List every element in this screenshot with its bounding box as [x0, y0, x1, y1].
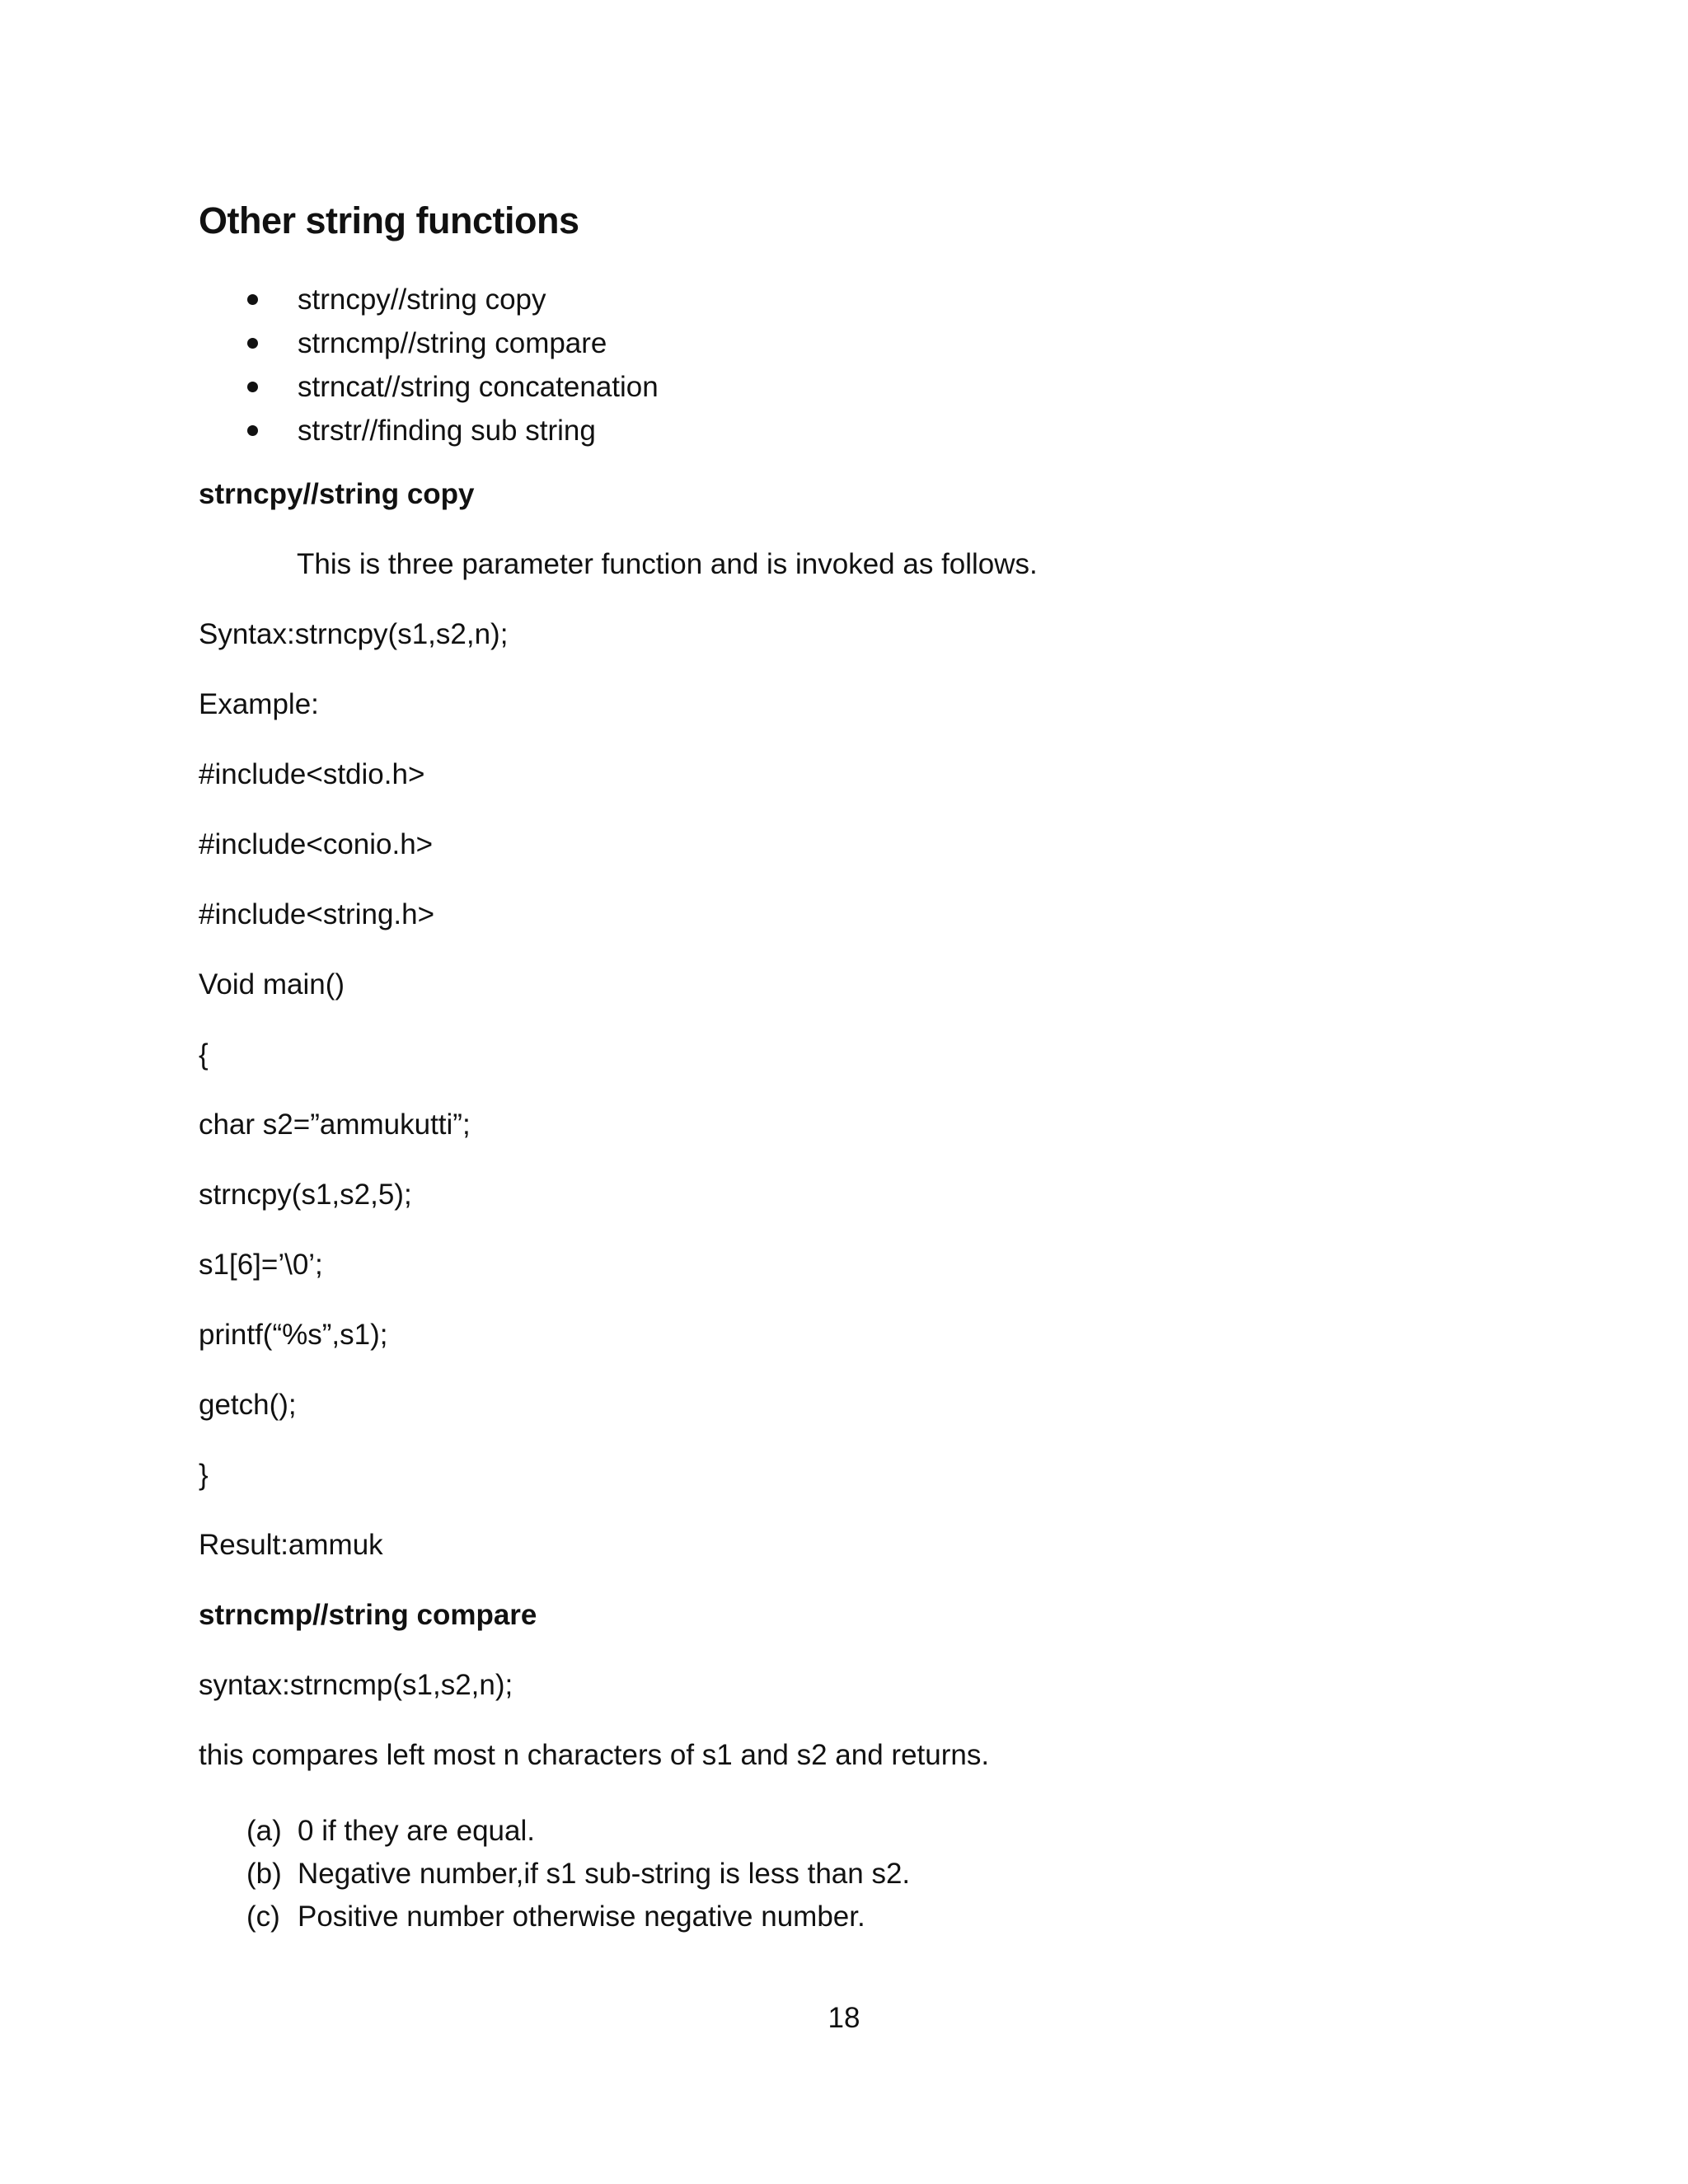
- section-heading-strncmp: strncmp//string compare: [199, 1599, 537, 1631]
- strncpy-syntax: Syntax:strncpy(s1,s2,n);: [199, 618, 509, 650]
- code-line: getch();: [199, 1389, 297, 1421]
- example-label: Example:: [199, 688, 319, 720]
- code-line: #include<conio.h>: [199, 828, 434, 860]
- list-item: [199, 321, 1353, 365]
- code-line: strncpy(s1,s2,5);: [199, 1179, 412, 1211]
- strncpy-description: This is three parameter function and is invoked as follows.: [297, 548, 1038, 580]
- strncpy-result: Result:ammuk: [199, 1529, 383, 1561]
- code-line: char s2=”ammukutti”;: [199, 1108, 471, 1141]
- bullet-icon: [247, 425, 258, 436]
- list-marker: (c): [246, 1900, 280, 1933]
- list-item-text: 0 if they are equal.: [298, 1815, 535, 1847]
- code-line: Void main(): [199, 968, 345, 1001]
- code-line: {: [199, 1038, 209, 1071]
- code-line: printf(“%s”,s1);: [199, 1319, 388, 1351]
- list-item: [199, 365, 1353, 409]
- section-heading-strncpy: strncpy//string copy: [199, 478, 475, 510]
- list-item-text: strncmp//string compare: [298, 327, 607, 359]
- code-line: s1[6]=’\0’;: [199, 1249, 323, 1281]
- list-item-text: strstr//finding sub string: [298, 415, 596, 447]
- strncmp-description: this compares left most n characters of s1 and s2 and returns.: [199, 1739, 990, 1771]
- list-item-text: strncat//string concatenation: [298, 371, 659, 403]
- function-list: [199, 278, 1353, 452]
- bullet-icon: [247, 338, 258, 349]
- bullet-icon: [247, 382, 258, 392]
- list-item: [199, 278, 1353, 321]
- list-item-text: strncpy//string copy: [298, 284, 546, 316]
- strncmp-syntax: syntax:strncmp(s1,s2,n);: [199, 1669, 513, 1701]
- code-line: #include<stdio.h>: [199, 758, 425, 790]
- code-line: #include<string.h>: [199, 898, 435, 930]
- return-value-list: [199, 1810, 1353, 1938]
- page-number: 18: [828, 2002, 860, 2034]
- list-item: [199, 1810, 1353, 1853]
- list-item: [199, 1853, 1353, 1896]
- list-marker: (b): [246, 1858, 282, 1890]
- list-item-text: Positive number otherwise negative number.: [298, 1900, 865, 1933]
- list-item: [199, 409, 1353, 452]
- list-marker: (a): [246, 1815, 282, 1847]
- bullet-icon: [247, 294, 258, 305]
- page-title: Other string functions: [199, 199, 579, 241]
- list-item-text: Negative number,if s1 sub-string is less than s2.: [298, 1858, 911, 1890]
- list-item: [199, 1896, 1353, 1938]
- code-line: }: [199, 1459, 209, 1491]
